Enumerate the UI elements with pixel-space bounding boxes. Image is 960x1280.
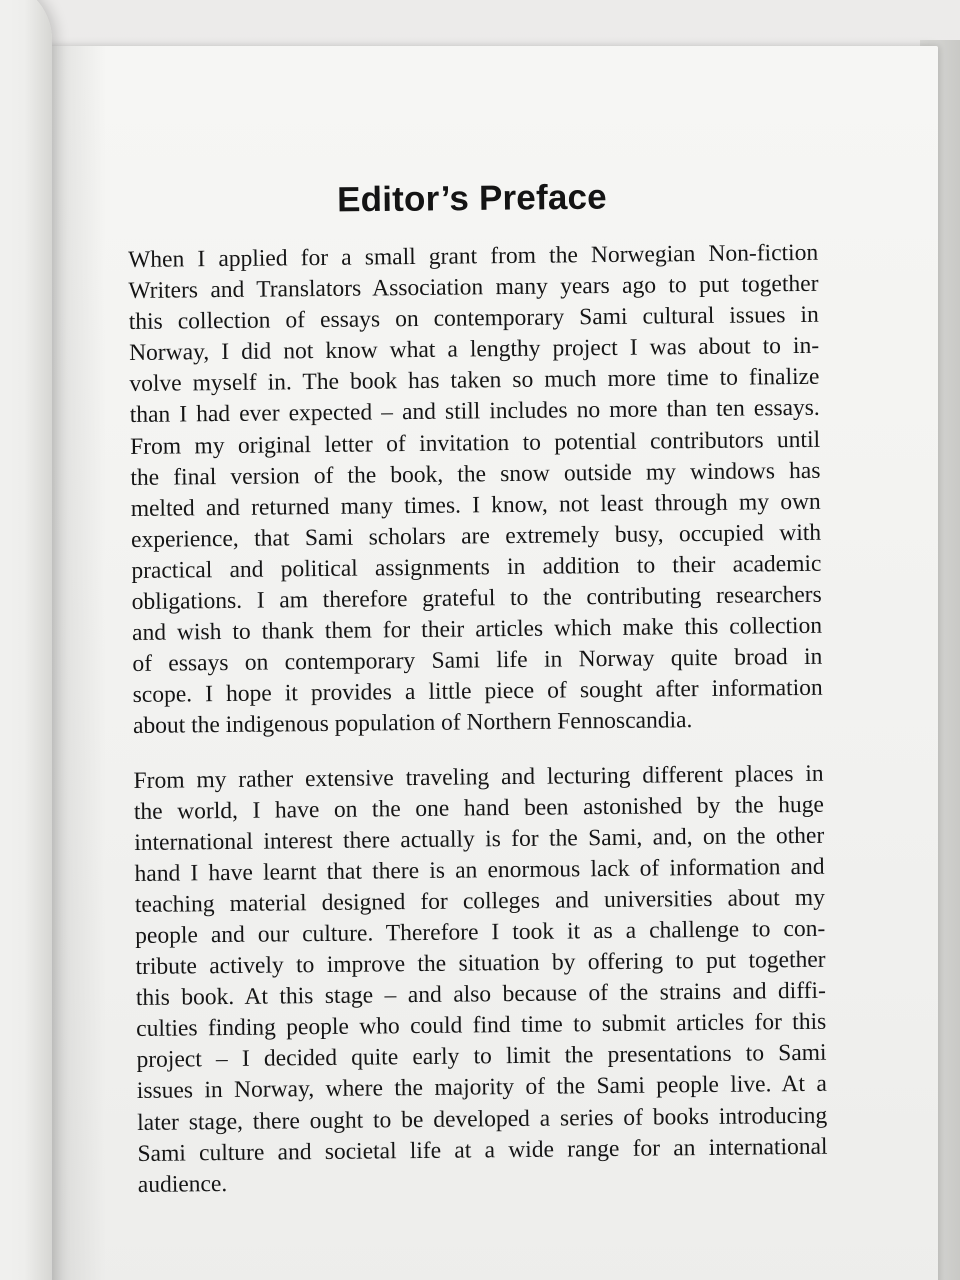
- text-line: From my original letter of invitation to potential contributors until: [129, 426, 821, 460]
- text-line: obligations. I am therefore grateful to the contributing researchers: [131, 581, 822, 616]
- text-line: issues in Norway, where the majority of the Sami people live. At a: [136, 1071, 827, 1105]
- text-line: tribute actively to improve the situation by offering to put together: [135, 946, 826, 981]
- text-line: audience.: [137, 1170, 228, 1198]
- text-line: and wish to thank them for their articles which make this collection: [131, 612, 823, 647]
- text-line: the world, I have on the one hand been astonished by the huge: [133, 791, 825, 825]
- text-line: Norway, I did not know what a lengthy project I was about to in-: [128, 333, 820, 367]
- text-line: Writers and Translators Association many years ago to put together: [128, 270, 819, 305]
- text-line: scope. I hope it provides a little piece of sought after information: [132, 675, 823, 709]
- text-line: the final version of the book, the snow outside my windows has: [130, 457, 821, 491]
- text-line: From my rather extensive traveling and lecturing different places in: [133, 760, 824, 794]
- text-line: practical and political assignments in addition to their academic: [131, 550, 822, 584]
- text-line: experience, that Sami scholars are extremely busy, occupied with: [130, 519, 822, 553]
- text-line: this book. At this stage – and also because of the strains and diffi-: [135, 977, 826, 1012]
- page-title: Editor’s Preface: [336, 178, 608, 220]
- text-line: international interest there actually is for the Sami, and, on the other: [134, 822, 825, 856]
- text-line: people and our culture. Therefore I took it as a challenge to con-: [135, 915, 826, 949]
- text-line: project – I decided quite early to limit the presentations to Sami: [136, 1040, 827, 1074]
- text-line: volve myself in. The book has taken so much more time to finalize: [129, 364, 820, 398]
- text-line: this collection of essays on contemporary Sami cultural issues in: [128, 301, 819, 336]
- text-line: about the indigenous population of Northern Fennoscandia.: [132, 707, 693, 740]
- text-line: of essays on contemporary Sami life in Norway quite broad in: [132, 643, 823, 678]
- paragraph-1: [128, 238, 823, 743]
- text-line: than I had ever expected – and still includes no more than ten essays.: [129, 395, 820, 429]
- text-line: later stage, there ought to be developed a series of books introducing: [137, 1102, 828, 1136]
- preface-body: [128, 238, 828, 1201]
- text-line: hand I have learnt that there is an enormous lack of information and: [134, 853, 825, 887]
- paragraph-2: [133, 758, 828, 1201]
- text-line: culties finding people who could find time to submit articles for this: [136, 1008, 827, 1043]
- text-line: teaching material designed for colleges and universities about my: [134, 884, 826, 918]
- text-line: melted and returned many times. I know, not least through my own: [130, 488, 821, 522]
- text-line: When I applied for a small grant from the Norwegian Non-fiction: [128, 239, 819, 273]
- text-line: Sami culture and societal life at a wide range for an international: [137, 1133, 828, 1167]
- gutter-shadow: [46, 46, 106, 1280]
